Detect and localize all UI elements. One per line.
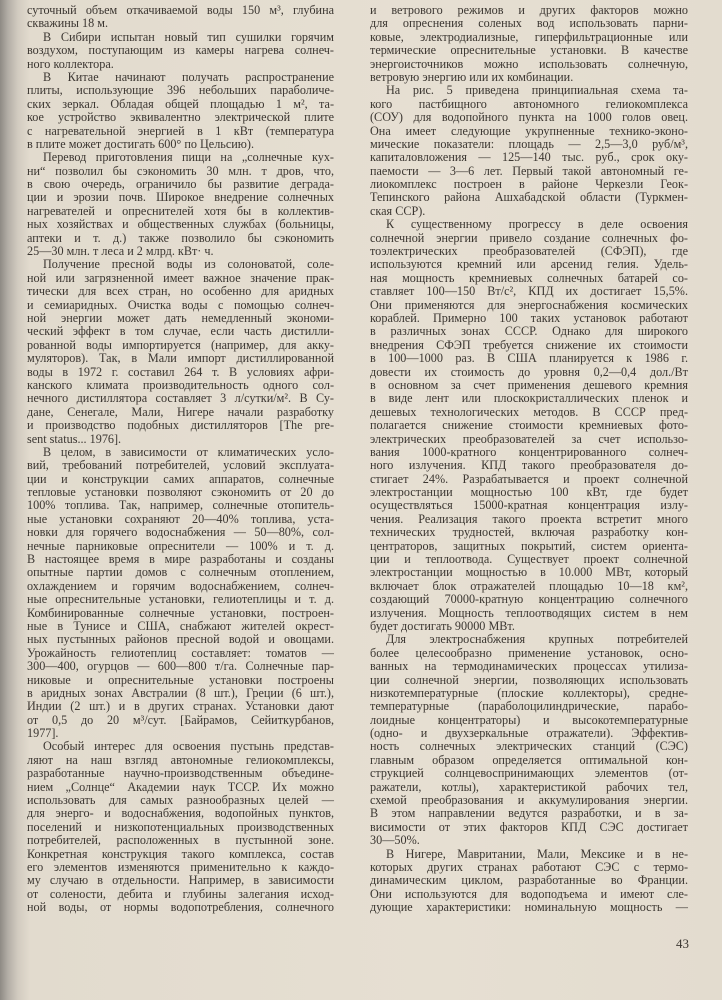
text-line: низкотемпературные (плоские коллекторы), средне-	[370, 685, 688, 700]
text-line: ская ССР).	[370, 203, 426, 218]
text-line: ни“ позволил бы сэкономить 30 млн. т дров, что,	[27, 163, 334, 178]
text-line: ческий эффект в том случае, если часть дистилли-	[27, 324, 334, 339]
text-line: солнечной энергии привело создание солнечных фо-	[370, 230, 688, 245]
text-line: и производство подобных дистилляторов [The pre-	[27, 418, 334, 433]
text-line: (одно- и двухзеркальные отражатели). Эффектив-	[370, 726, 688, 741]
text-line: энергоисточников можно использовать солнечную,	[370, 56, 688, 71]
paragraph	[370, 218, 688, 633]
text-line: Они применяются для энергоснабжения космических	[370, 297, 688, 312]
text-line: 300—400, огурцов — 600—800 т/га. Солнечные пар-	[27, 659, 334, 674]
paragraph	[370, 84, 688, 218]
text-line: технических трудностей, включая разработку кон-	[370, 525, 688, 540]
text-line: и ветрового режимов и других факторов можно	[370, 3, 688, 17]
text-line: внедрения СФЭП требуется снижение их стоимости	[370, 337, 688, 352]
text-line: создающий 70000-кратную концентрацию солнечного	[370, 592, 688, 607]
text-line: тоэлектрических преобразователей (СФЭП), где	[370, 244, 688, 259]
paragraph	[27, 31, 334, 71]
text-line: дешевых технологических методов. В СССР пред-	[370, 404, 688, 419]
text-line: для энерго- и водоснабжения, водопойных пунктов,	[27, 806, 334, 821]
text-line: динамическим циклом, разработанные во Франции.	[370, 873, 688, 888]
text-line: кораблей. Примерно 100 таких установок работают	[370, 310, 688, 325]
text-line: Тепинского района Ашхабадской области (Туркмен-	[370, 190, 688, 205]
text-line: разработанные научно-производственным объедине-	[27, 766, 334, 781]
text-line: в плите может достигать 600° по Цельсию).	[27, 136, 254, 151]
text-line: в виде лент или плоскокристаллических пленок и	[370, 391, 688, 406]
text-line: схемой преобразования и аккумулирования энергии.	[370, 793, 688, 808]
paragraph	[370, 633, 688, 847]
text-line: ного коллектора.	[27, 56, 114, 71]
text-line: новки для горячего водоснабжения — 50—80%, сол-	[27, 525, 334, 540]
text-line: ских зеркал. Обладая общей площадью 1 м², та-	[27, 96, 334, 111]
text-line: В Сибири испытан новый тип сушилки горячим	[43, 29, 334, 44]
text-line: используются кремний или арсенид гелия. Удель-	[370, 257, 688, 272]
text-line: нием „Солнце“ Академии наук ТССР. Их можно	[27, 779, 334, 794]
text-line: Индии (2 шт.) и в других странах. Установки дают	[27, 699, 334, 714]
text-line: более целесообразно применение установок, осно-	[370, 645, 688, 660]
text-line: 30—50%.	[370, 833, 420, 848]
text-line: осуществляться 15000-кратная концентрация излу-	[370, 498, 688, 513]
text-line: 25—30 млн. т леса и 2 млрд. кВт· ч.	[27, 244, 214, 259]
text-line: нечные парниковые опреснители — 100% и т. д.	[27, 538, 334, 553]
text-line: и семиаридных. Очистка воды с помощью солнеч-	[27, 297, 334, 312]
text-line: (СОУ) для водопойного пункта на 1000 голов овец.	[370, 110, 688, 125]
text-line: стигает 24%. Разрабатывается и проект солнечной	[370, 471, 688, 486]
text-line: ных хозяйствах и общественных службах (больницы,	[27, 217, 334, 232]
text-line: дующие характеристики: номинальную мощность —	[370, 900, 688, 915]
text-line: ного излучения. КПД такого преобразователя до-	[370, 458, 688, 473]
text-line: Она имеет следующие укрупненные технико-эконо-	[370, 123, 688, 138]
text-line: аптеки и т. д.) также позволило бы сэкономить	[27, 230, 334, 245]
text-line: в различных зонах СССР. Однако для широкого	[370, 324, 688, 339]
text-line: ции солнечной энергии, позволяющих использовать	[370, 672, 688, 687]
text-line: в аридных зонах Австралии (8 шт.), Греции (6 шт.),	[27, 685, 334, 700]
left-column	[27, 4, 334, 915]
text-line: ность солнечных электрических станций (СЭС)	[370, 739, 688, 754]
text-line: ные установки сохраняют 20—40% топлива, уста-	[27, 511, 334, 526]
text-line: в свою очередь, ограничило бы развитие деграда-	[27, 177, 334, 192]
text-line: муляторов). Так, в Мали импорт дистиллированной	[27, 351, 334, 366]
text-line: кого пастбищного автономного гелиокомплекса	[370, 96, 688, 111]
text-line: sent status... 1976].	[27, 431, 122, 446]
text-line: с нагревательной энергией в 1 кВт (температура	[27, 123, 334, 138]
text-line: висимости от этих факторов КПД СЭС достигает	[370, 819, 688, 834]
text-line: лиокомплекс построен в районе Черкезли Геок-	[370, 177, 688, 192]
text-line: которых других странах работают СЭС с термо-	[370, 860, 688, 874]
paragraph	[27, 446, 334, 741]
text-line: от солености, дебита и глубины залегания исход-	[27, 886, 334, 901]
text-line: центраторов, защитных покрытий, систем ориента-	[370, 538, 688, 553]
text-line: никовые и опреснительные установки построены	[27, 672, 334, 687]
text-line: рованной воды импортируется (например, для акку-	[27, 337, 334, 352]
paragraph	[27, 151, 334, 258]
text-line: Урожайность гелиотеплиц составляет: томатов —	[27, 645, 334, 660]
text-line: 1977].	[27, 726, 59, 741]
text-line: полагается снижение стоимости кремниевых фото-	[370, 418, 688, 433]
text-line: тически для всех стран, но особенно для аридных	[27, 284, 334, 299]
text-line: ные в Тунисе и США, снабжают жителей окрест-	[27, 618, 334, 633]
text-line: ных пустынных районов пресной водой и овощами.	[27, 632, 334, 647]
text-line: кое устройство эквивалентно электрической плите	[27, 110, 334, 125]
text-line: мические показатели: площадь — 2,5—3,0 руб/м³,	[370, 136, 688, 151]
text-line: будет достигать 90000 МВт.	[370, 618, 515, 633]
text-line: В Нигере, Мавритании, Мали, Мексике и в не-	[386, 846, 688, 861]
text-line: температурные (параболоцилиндрические, парабо-	[370, 699, 688, 714]
text-line: канского климата производительность одного сол-	[27, 377, 334, 392]
text-line: излучения. Мощность теплоотводящих систем в нем	[370, 605, 688, 620]
text-line: вания 1000-кратного концентрированного солнеч-	[370, 444, 688, 459]
text-line: В целом, в зависимости от климатических усло-	[43, 444, 334, 459]
text-line: термические опреснительные установки. В качестве	[370, 43, 688, 58]
paragraph	[27, 740, 334, 914]
text-line: капиталовложения — 125—140 тыс. руб., срок оку-	[370, 150, 688, 165]
text-line: воздухом, поступающим из камеры нагрева солнеч-	[27, 43, 334, 58]
text-line: ции и конструкции самих аппаратов, солнечные	[27, 471, 334, 486]
text-line: В этом направлении ведутся разработки, и в за-	[370, 806, 688, 821]
text-line: ляют на наш взгляд автономные гелиокомплексы,	[27, 752, 334, 767]
text-line: в основном за счет применения дешевого кремния	[370, 377, 688, 392]
paragraph	[27, 4, 334, 31]
text-line: 100% топлива. Так, например, солнечные отопитель-	[27, 498, 334, 513]
paragraph	[370, 848, 688, 915]
text-line: электростанции мощностью в 10.000 МВт, который	[370, 565, 688, 580]
text-line: паемости — 3—6 лет. Первый такой автономный ге-	[370, 163, 688, 178]
text-line: в 100—1000 раз. В США планируется к 1986 г.	[370, 351, 688, 366]
page-number: 43	[676, 936, 689, 951]
text-line: струкцией солнцевоспринимающих элементов (от-	[370, 766, 688, 781]
text-line: нечного дистиллятора составляет 3 л/сутки/м². В Су-	[27, 391, 334, 406]
text-line: потребителей, расположенных в пустынной зоне.	[27, 833, 334, 848]
text-line: ции и эрозии почв. Широкое внедрение солнечных	[27, 190, 334, 205]
text-line: На рис. 5 приведена принципиальная схема та-	[386, 83, 688, 98]
text-line: ной энергии может дать немедленный экономи-	[27, 310, 334, 325]
text-line: поселений и низкопотенциальных производственных	[27, 819, 334, 834]
paragraph	[27, 71, 334, 151]
text-line: суточный объем откачиваемой воды 150 м³, глубина	[27, 3, 334, 17]
text-line: Для электроснабжения крупных потребителей	[386, 632, 688, 647]
text-line: довести их стоимость до уровня 0,2—0,4 дол./Вт	[370, 364, 688, 379]
text-line: ной или загрязненной имеет важное значение прак-	[27, 270, 334, 285]
text-line: Конкретная конструкция такого комплекса, состав	[27, 846, 334, 861]
text-line: ставляет 100—150 Вт/с², КПД их достигает 15,5%.	[370, 284, 688, 299]
text-line: В настоящее время в мире разработаны и созданы	[27, 552, 334, 567]
text-line: К существенному прогрессу в деле освоения	[386, 217, 688, 232]
text-line: использовать для самых разнообразных целей —	[27, 793, 334, 808]
text-line: тепловые установки позволяют сэкономить от 20 до	[27, 485, 334, 500]
paragraph	[27, 258, 334, 445]
paragraph	[370, 4, 688, 84]
text-line: включает блок отражателей площадью 10—18 км²,	[370, 578, 688, 593]
text-line: ная мощность кремниевых солнечных батарей со-	[370, 270, 688, 285]
text-line: ные опреснительные установки, гелиотеплицы и т. д.	[27, 592, 334, 607]
text-line: Перевод приготовления пищи на „солнечные кух-	[43, 150, 334, 165]
text-line: Получение пресной воды из солоноватой, соле-	[43, 257, 334, 272]
text-line: от 0,5 до 20 м³/сут. [Байрамов, Сейиткурбанов,	[27, 712, 334, 727]
text-line: его элементов изменяются применительно к каждо-	[27, 860, 334, 874]
text-line: Особый интерес для освоения пустынь представ-	[43, 739, 334, 754]
text-line: чения. Реализация такого проекта встретит много	[370, 511, 688, 526]
text-line: ветровую энергию или их комбинации.	[370, 69, 574, 84]
text-line: для опреснения соленых вод использовать парни-	[370, 16, 688, 31]
text-line: лоидные концентраторы) и высокотемпературные	[370, 712, 688, 727]
text-line: ной воды, от нормы водопотребления, солнечного	[27, 900, 334, 915]
right-column	[370, 4, 688, 915]
text-line: скважины 18 м.	[27, 16, 109, 31]
text-line: электрических преобразователей за счет использо-	[370, 431, 688, 446]
text-line: Комбинированные солнечные установки, построен-	[27, 605, 334, 620]
text-line: ражатели, котлы), характеристикой рабочих тел,	[370, 779, 688, 794]
text-line: ции и теплоотвода. Существует проект солнечной	[370, 552, 688, 567]
text-line: электростанции мощностью 100 кВт, где будет	[370, 485, 688, 500]
text-line: опытные партии домов с солнечным отоплением,	[27, 565, 334, 580]
text-line: нагревателей и опреснителей хотя бы в коллектив-	[27, 203, 334, 218]
text-line: воды в 1972 г. составил 264 т. В условиях афри-	[27, 364, 334, 379]
text-line: му случаю в отдельности. Например, в зависимости	[27, 873, 334, 888]
text-line: В Китае начинают получать распространение	[43, 69, 334, 84]
text-line: дане, Сенегале, Мали, Нигере начали разработку	[27, 404, 334, 419]
text-line: главным образом определяется оптимальной кон-	[370, 752, 688, 767]
text-line: Они используются для водоподъема и имеют сле-	[370, 886, 688, 901]
text-line: плиты, использующие 396 небольших параболиче-	[27, 83, 334, 98]
text-line: охлаждением и горячим водоснабжением, солнеч-	[27, 578, 334, 593]
text-line: ковые, электродиализные, гиперфильтрационные или	[370, 29, 688, 44]
text-line: вий, требований потребителей, условий эксплуата-	[27, 458, 334, 473]
text-line: ванных на термодинамических процессах утилиза-	[370, 659, 688, 674]
